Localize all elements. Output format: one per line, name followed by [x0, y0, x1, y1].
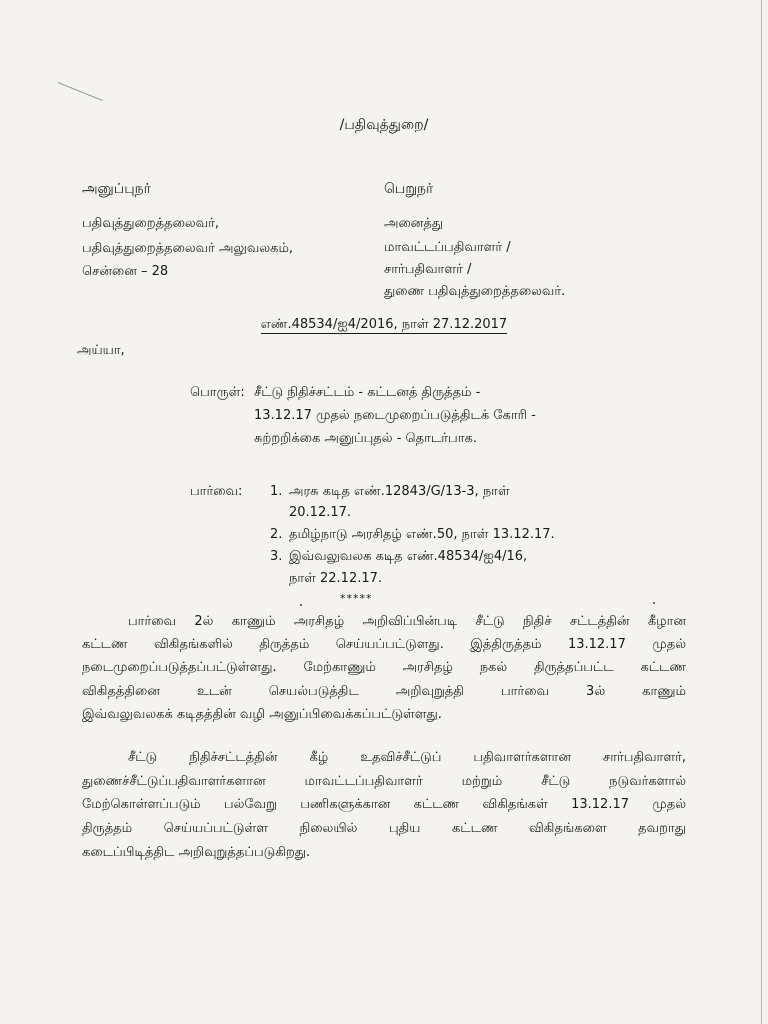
scan-dot: [653, 602, 655, 604]
subject-line: சுற்றறிக்கை அனுப்புதல் - தொடர்பாக.: [254, 431, 477, 446]
ref-num: 2.: [270, 527, 283, 542]
department-heading: /பதிவுத்துறை/: [339, 117, 429, 133]
paragraph-1-line: நடைமுறைப்படுத்தப்பட்டுள்ளது. மேற்காணும் அரசிதழ் நகல் திருத்தப்பட்ட கட்டண: [82, 660, 686, 675]
ref-line: தமிழ்நாடு அரசிதழ் எண்.50, நாள் 13.12.17.: [289, 527, 555, 542]
subject-label: பொருள்:: [190, 385, 245, 400]
reference-number: [0, 317, 768, 333]
scan-edge-line: [761, 0, 762, 1024]
to-line: சார்பதிவாளர் /: [384, 262, 472, 277]
paragraph-2-line: துணைச்சீட்டுப்பதிவாளர்களான மாவட்டப்பதிவாளர் மற்றும் சீட்டு நடுவர்களால்: [82, 774, 686, 789]
paragraph-2-line: திருத்தம் செய்யப்பட்டுள்ள நிலையில் புதிய கட்டண விகிதங்களை தவறாது: [82, 821, 686, 836]
salutation: அய்யா,: [77, 343, 125, 358]
refs-label: பார்வை:: [190, 484, 243, 499]
from-line: பதிவுத்துறைத்தலைவர்,: [82, 216, 220, 231]
ref-num: 3.: [270, 549, 283, 564]
from-label: அனுப்புநர்: [82, 181, 151, 197]
paragraph-1-line: பார்வை 2ல் காணும் அரசிதழ் அறிவிப்பின்படி சீட்டு நிதிச் சட்டத்தின் கீழான: [128, 614, 686, 629]
to-label: பெறுநர்: [384, 181, 434, 197]
ref-num: 1.: [270, 484, 283, 499]
ref-line: இவ்வலுவலக கடித எண்.48534/ஐ4/16,: [289, 549, 528, 564]
paragraph-2-line: மேற்கொள்ளப்படும் பல்வேறு பணிகளுக்கான கட்டண விகிதங்கள் 13.12.17 முதல்: [82, 797, 686, 812]
reference-number-text: எண்.48534/ஐ4/2016, நாள் 27.12.2017: [260, 317, 508, 332]
scan-mark: [58, 82, 103, 101]
from-line: சென்னை – 28: [82, 264, 169, 279]
scan-dot: [300, 604, 302, 606]
paragraph-2-line: சீட்டு நிதிச்சட்டத்தின் கீழ் உதவிச்சீட்டுப் பதிவாளர்களான சார்பதிவாளர்,: [128, 750, 686, 765]
to-line: மாவட்டப்பதிவாளர் /: [384, 240, 511, 255]
paragraph-2-line: கடைப்பிடித்திட அறிவுறுத்தப்படுகிறது.: [82, 845, 311, 860]
subject-line: சீட்டு நிதிச்சட்டம் - கட்டனத் திருத்தம் -: [254, 385, 481, 400]
ref-line: அரசு கடித எண்.12843/G/13-3, நாள்: [289, 484, 510, 499]
ref-line: நாள் 22.12.17.: [289, 571, 383, 586]
ref-line: 20.12.17.: [289, 505, 352, 520]
to-line: துணை பதிவுத்துறைத்தலைவர்.: [384, 284, 566, 299]
paragraph-1-line: இவ்வலுவலகக் கடிதத்தின் வழி அனுப்பிவைக்கப்பட்டுள்ளது.: [82, 707, 442, 722]
subject-line: 13.12.17 முதல் நடைமுறைப்படுத்திடக் கோரி -: [254, 408, 536, 423]
separator-stars: *****: [340, 592, 373, 605]
paragraph-1-line: கட்டண விகிதங்களில் திருத்தம் செய்யப்பட்டுளது. இத்திருத்தம் 13.12.17 முதல்: [82, 637, 686, 652]
to-line: அனைத்து: [384, 216, 444, 231]
from-line: பதிவுத்துறைத்தலைவர் அலுவலகம்,: [82, 241, 294, 256]
paragraph-1-line: விகிதத்தினை உடன் செயல்படுத்திட அறிவுறுத்தி பார்வை 3ல் காணும்: [82, 684, 686, 699]
